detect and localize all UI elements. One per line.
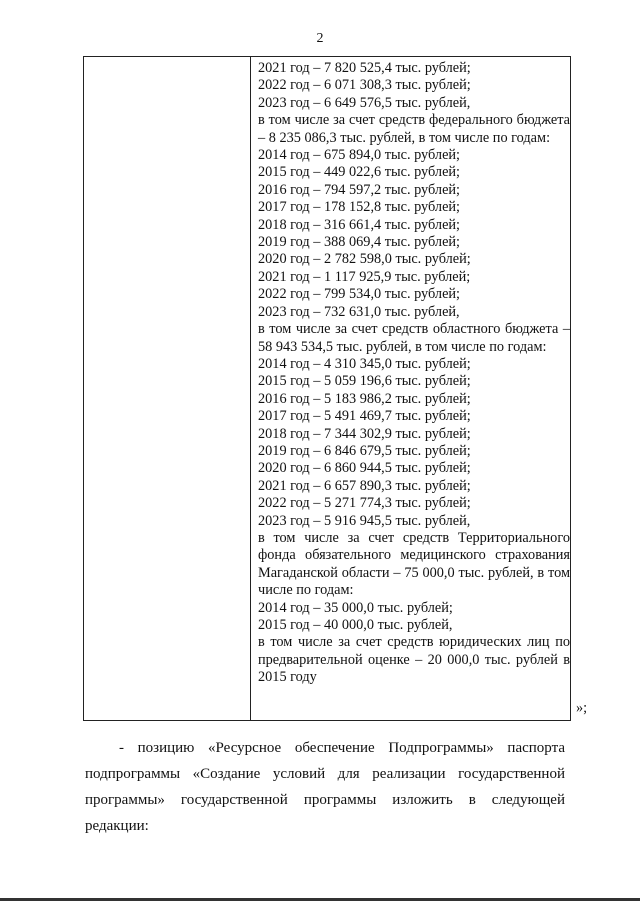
table-column-divider	[250, 57, 251, 720]
funding-line: 2015 год – 40 000,0 тыс. рублей,	[258, 617, 453, 633]
funding-line: 2021 год – 7 820 525,4 тыс. рублей;	[258, 60, 471, 76]
funding-line: 2018 год – 316 661,4 тыс. рублей;	[258, 216, 461, 233]
funding-line: 2022 год – 6 071 308,3 тыс. рублей;	[258, 77, 471, 94]
funding-line: 2020 год – 6 860 944,5 тыс. рублей;	[258, 460, 471, 477]
funding-line: 2023 год – 732 631,0 тыс. рублей,	[258, 303, 460, 320]
funding-line: 2021 год – 1 117 925,9 тыс. рублей;	[258, 268, 471, 285]
funding-line: 2014 год – 35 000,0 тыс. рублей;	[258, 599, 453, 616]
funding-line: 2021 год – 6 657 890,3 тыс. рублей;	[258, 477, 471, 494]
funding-line: 2023 год – 5 916 945,5 тыс. рублей,	[258, 512, 471, 529]
funding-source-paragraph: в том числе за счет средств юридических лиц по предварительной оценке – 20 000,0 тыс. рублей в 2015 году	[258, 634, 570, 686]
funding-line: 2016 год – 5 183 986,2 тыс. рублей;	[258, 390, 471, 407]
funding-line: 2014 год – 4 310 345,0 тыс. рублей;	[258, 355, 471, 372]
funding-line: 2022 год – 5 271 774,3 тыс. рублей;	[258, 495, 471, 512]
funding-source-paragraph: в том числе за счет средств Территориального фонда обязательного медицинского страхования Магаданской области – 75 000,0 тыс. рублей, в том числе по годам:	[258, 529, 570, 599]
amendment-text	[85, 735, 565, 839]
page-number: 2	[316, 31, 324, 46]
funding-line: 2016 год – 794 597,2 тыс. рублей;	[258, 181, 461, 198]
funding-line: 2023 год – 6 649 576,5 тыс. рублей,	[258, 94, 471, 111]
funding-source-paragraph: в том числе за счет средств федерального бюджета – 8 235 086,3 тыс. рублей, в том числе по годам:	[258, 112, 570, 146]
funding-line: 2020 год – 2 782 598,0 тыс. рублей;	[258, 251, 471, 268]
funding-line: 2014 год – 675 894,0 тыс. рублей;	[258, 147, 461, 164]
closing-quote: »;	[576, 700, 588, 716]
funding-line: 2018 год – 7 344 302,9 тыс. рублей;	[258, 425, 471, 442]
amendment-paragraph: - позицию «Ресурсное обеспечение Подпрограммы» паспорта подпрограммы «Создание условий для реализации государственной программы» государственной программы изложить в следующей редакции:	[85, 740, 565, 834]
resource-table	[83, 56, 571, 721]
funding-source-paragraph: в том числе за счет средств областного бюджета – 58 943 534,5 тыс. рублей, в том числе по годам:	[258, 321, 570, 355]
funding-line: 2015 год – 449 022,6 тыс. рублей;	[258, 164, 461, 181]
funding-line: 2015 год – 5 059 196,6 тыс. рублей;	[258, 373, 471, 390]
table-right-cell	[258, 60, 570, 687]
funding-line: 2019 год – 388 069,4 тыс. рублей;	[258, 234, 461, 251]
funding-line: 2017 год – 5 491 469,7 тыс. рублей;	[258, 408, 471, 425]
funding-line: 2022 год – 799 534,0 тыс. рублей;	[258, 286, 461, 303]
funding-line: 2019 год – 6 846 679,5 тыс. рублей;	[258, 442, 471, 459]
funding-line: 2017 год – 178 152,8 тыс. рублей;	[258, 199, 461, 216]
page-bottom-rule	[0, 898, 640, 901]
